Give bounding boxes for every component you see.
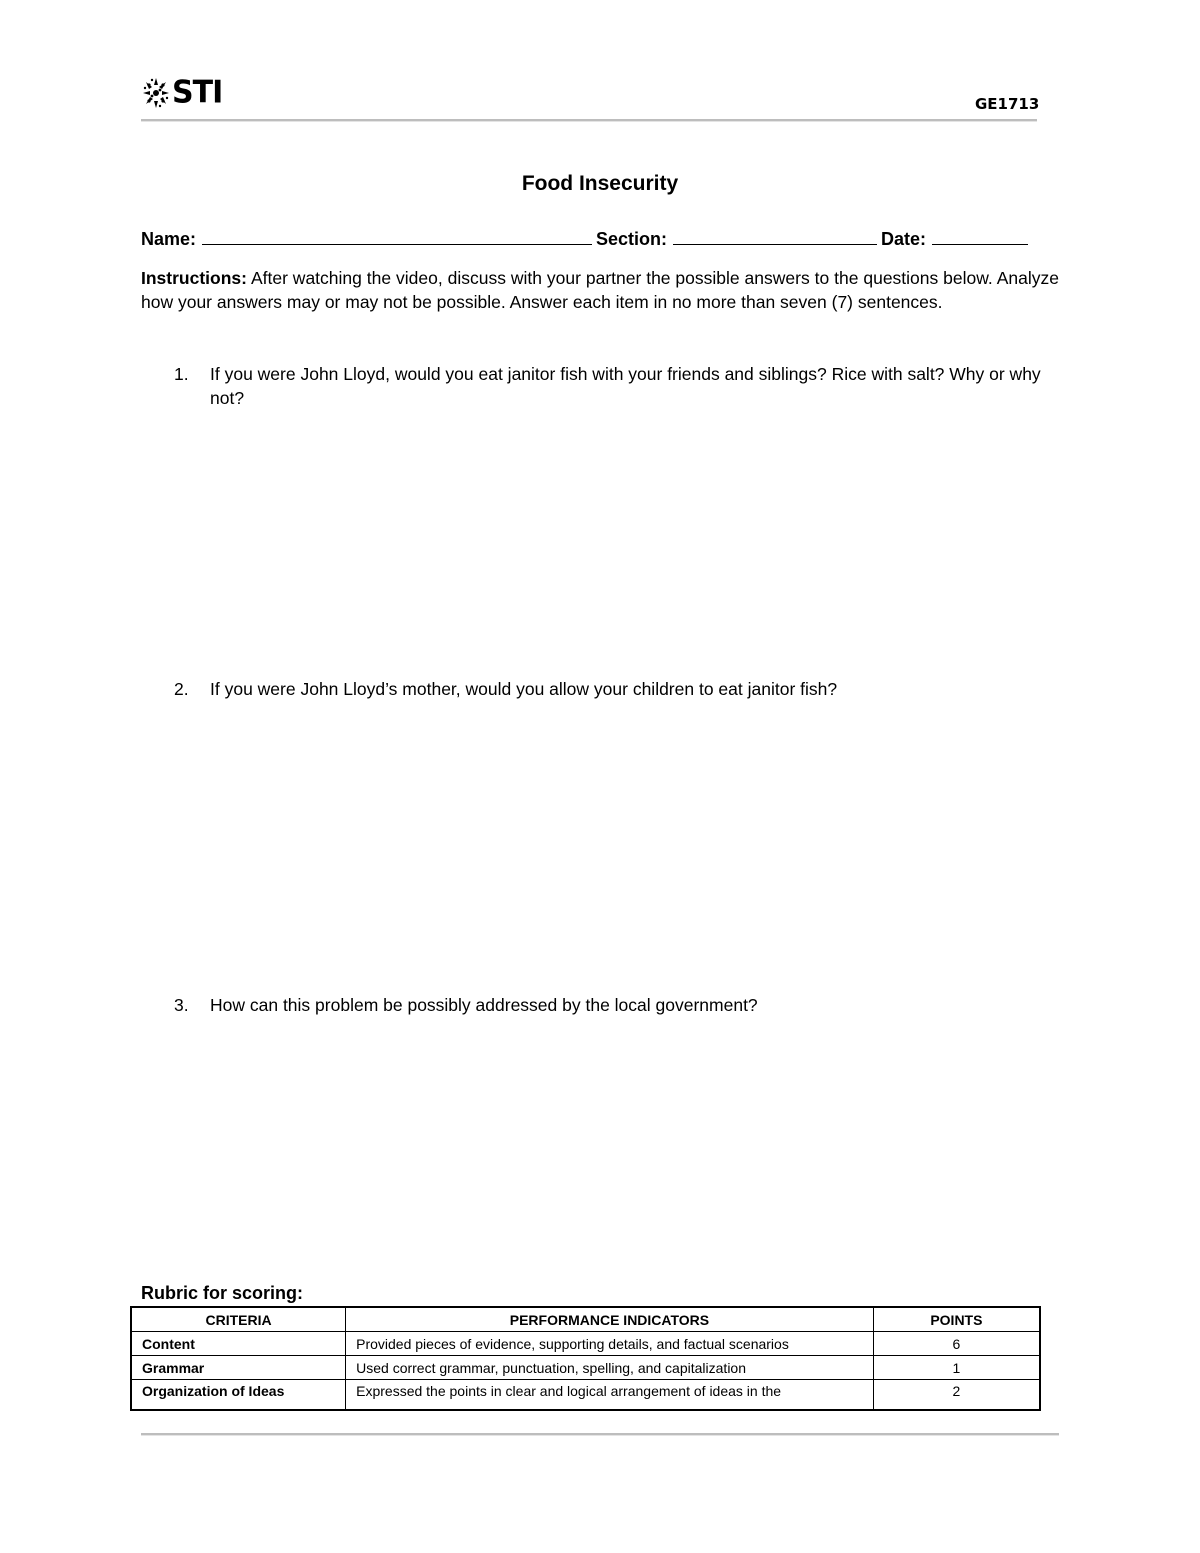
name-blank[interactable] — [202, 228, 592, 245]
table-header-row — [131, 1307, 1040, 1332]
date-label: Date: — [881, 229, 927, 249]
criteria-cell: Content — [131, 1332, 346, 1356]
question-3 — [174, 993, 1060, 1017]
instructions-text: After watching the video, discuss with your partner the possible answers to the questions below. Analyze how your answers may or may not be possible. Answer each item in no more than seven (7) sentences. — [141, 268, 1059, 312]
indicator-cell: Expressed the points in clear and logical arrangement of ideas in the — [346, 1380, 874, 1411]
question-number: 1. — [174, 364, 189, 384]
points-cell: 2 — [873, 1380, 1040, 1411]
instructions — [141, 266, 1059, 314]
logo-text: STI — [172, 74, 223, 111]
table-row — [131, 1380, 1040, 1411]
instructions-label: Instructions: — [141, 268, 247, 288]
question-2 — [174, 677, 1060, 701]
question-number: 2. — [174, 679, 189, 699]
criteria-header: CRITERIA — [131, 1307, 346, 1332]
date-blank[interactable] — [932, 228, 1028, 245]
question-number: 3. — [174, 995, 189, 1015]
sti-logo — [141, 74, 222, 112]
indicator-cell: Used correct grammar, punctuation, spelling, and capitalization — [346, 1356, 874, 1380]
question-text: If you were John Lloyd, would you eat janitor fish with your friends and siblings? Rice with salt? Why or why not? — [210, 364, 1041, 408]
indicator-cell: Provided pieces of evidence, supporting details, and factual scenarios — [346, 1332, 874, 1356]
document-code: GE1713 — [975, 95, 1040, 113]
rubric-table — [130, 1306, 1041, 1411]
question-1 — [174, 362, 1060, 410]
points-header: POINTS — [873, 1307, 1040, 1332]
table-row — [131, 1356, 1040, 1380]
points-cell: 6 — [873, 1332, 1040, 1356]
points-cell: 1 — [873, 1356, 1040, 1380]
section-blank[interactable] — [673, 228, 877, 245]
sti-globe-icon — [141, 76, 171, 110]
header-divider — [141, 119, 1037, 122]
name-label: Name: — [141, 229, 197, 249]
criteria-cell: Organization of Ideas — [131, 1380, 346, 1411]
criteria-cell: Grammar — [131, 1356, 346, 1380]
page-title: Food Insecurity — [521, 172, 679, 195]
indicators-header: PERFORMANCE INDICATORS — [346, 1307, 874, 1332]
student-info-fields — [141, 228, 1032, 250]
table-row — [131, 1332, 1040, 1356]
footer-divider — [141, 1433, 1059, 1436]
rubric-title: Rubric for scoring: — [141, 1283, 304, 1303]
question-text: If you were John Lloyd’s mother, would you allow your children to eat janitor fish? — [210, 679, 838, 699]
question-text: How can this problem be possibly addressed by the local government? — [210, 995, 758, 1015]
section-label: Section: — [596, 229, 668, 249]
